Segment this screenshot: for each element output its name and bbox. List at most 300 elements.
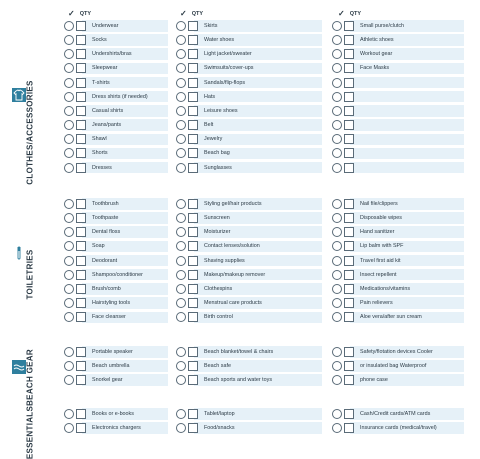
item-label: Birth control bbox=[204, 314, 233, 321]
item-label: Safety/flotation devices Cooler bbox=[360, 348, 433, 355]
check-circle[interactable] bbox=[176, 298, 186, 308]
check-circle[interactable] bbox=[332, 409, 342, 419]
check-circle[interactable] bbox=[176, 92, 186, 102]
check-circle[interactable] bbox=[332, 347, 342, 357]
qty-box[interactable] bbox=[188, 199, 198, 209]
qty-box[interactable] bbox=[76, 347, 86, 357]
check-circle[interactable] bbox=[332, 241, 342, 251]
item-label: Styling gel/hair products bbox=[204, 200, 262, 207]
item-label: Lip balm with SPF bbox=[360, 243, 404, 250]
check-circle[interactable] bbox=[176, 148, 186, 158]
checklist-row bbox=[174, 198, 322, 210]
check-circle[interactable] bbox=[64, 49, 74, 59]
check-circle[interactable] bbox=[176, 120, 186, 130]
item-label: phone case bbox=[360, 377, 388, 384]
item-label: Snorkel gear bbox=[92, 377, 123, 384]
check-circle[interactable] bbox=[64, 78, 74, 88]
check-circle[interactable] bbox=[332, 163, 342, 173]
checklist-row bbox=[62, 134, 168, 146]
check-circle[interactable] bbox=[176, 409, 186, 419]
item-label: Hand sanitizer bbox=[360, 229, 395, 236]
check-circle[interactable] bbox=[176, 63, 186, 73]
qty-box[interactable] bbox=[188, 256, 198, 266]
item-label: Contact lenses/solution bbox=[204, 243, 260, 250]
qty-box[interactable] bbox=[188, 227, 198, 237]
check-circle[interactable] bbox=[64, 120, 74, 130]
item-label: Clothespins bbox=[204, 285, 233, 292]
qty-box[interactable] bbox=[344, 106, 354, 116]
qty-box[interactable] bbox=[188, 270, 198, 280]
beach-waves-icon bbox=[12, 360, 26, 374]
qty-box[interactable] bbox=[344, 423, 354, 433]
toothbrush-icon bbox=[12, 246, 26, 260]
item-label: Beach bag bbox=[204, 150, 230, 157]
checklist-row bbox=[330, 34, 464, 46]
checklist-row bbox=[330, 148, 464, 160]
section-toiletries bbox=[0, 198, 480, 331]
qty-box[interactable] bbox=[76, 284, 86, 294]
section-side-beach bbox=[0, 346, 58, 406]
item-label: or insulated bag Waterproof bbox=[360, 362, 427, 369]
qty-box[interactable] bbox=[76, 148, 86, 158]
checklist-row bbox=[174, 162, 322, 174]
checklist-row bbox=[174, 134, 322, 146]
check-circle[interactable] bbox=[332, 312, 342, 322]
row-band bbox=[350, 77, 464, 89]
row-band bbox=[350, 162, 464, 174]
check-circle[interactable] bbox=[332, 21, 342, 31]
qty-box[interactable] bbox=[188, 35, 198, 45]
qty-box[interactable] bbox=[76, 241, 86, 251]
qty-box[interactable] bbox=[344, 375, 354, 385]
check-circle[interactable] bbox=[332, 148, 342, 158]
check-circle[interactable] bbox=[332, 227, 342, 237]
checklist-row bbox=[330, 374, 464, 386]
item-label: Socks bbox=[92, 36, 107, 43]
section-title: TOILETRIES bbox=[25, 249, 35, 300]
qty-box[interactable] bbox=[76, 92, 86, 102]
section-side-toiletries bbox=[0, 198, 58, 331]
qty-box[interactable] bbox=[76, 199, 86, 209]
row-band bbox=[350, 134, 464, 146]
check-circle[interactable] bbox=[332, 35, 342, 45]
check-circle[interactable] bbox=[176, 375, 186, 385]
qty-box[interactable] bbox=[188, 298, 198, 308]
item-label: Sleepwear bbox=[92, 65, 118, 72]
item-label: Jeans/pants bbox=[92, 122, 122, 129]
section-essentials bbox=[0, 405, 480, 459]
qty-box[interactable] bbox=[188, 241, 198, 251]
check-circle[interactable] bbox=[64, 227, 74, 237]
checklist-row bbox=[62, 119, 168, 131]
check-circle[interactable] bbox=[176, 284, 186, 294]
item-label: Menstrual care products bbox=[204, 300, 262, 307]
checklist-row bbox=[174, 360, 322, 372]
check-circle[interactable] bbox=[64, 270, 74, 280]
item-label: Shorts bbox=[92, 150, 108, 157]
qty-box[interactable] bbox=[344, 361, 354, 371]
checklist-row bbox=[330, 63, 464, 75]
checklist-row bbox=[62, 269, 168, 281]
check-circle[interactable] bbox=[64, 241, 74, 251]
checklist-row bbox=[330, 162, 464, 174]
check-circle[interactable] bbox=[332, 298, 342, 308]
check-circle[interactable] bbox=[176, 241, 186, 251]
qty-box[interactable] bbox=[344, 347, 354, 357]
checklist-row bbox=[330, 77, 464, 89]
item-label: Nail file/clippers bbox=[360, 200, 398, 207]
check-circle[interactable] bbox=[176, 227, 186, 237]
item-label: Sandals/flip-flops bbox=[204, 79, 246, 86]
check-circle[interactable] bbox=[64, 213, 74, 223]
item-label: Cash/Credit cards/ATM cards bbox=[360, 410, 431, 417]
checklist-row bbox=[330, 408, 464, 420]
checklist-row bbox=[62, 297, 168, 309]
qty-box[interactable] bbox=[188, 106, 198, 116]
check-circle[interactable] bbox=[176, 49, 186, 59]
check-icon: ✓ bbox=[338, 9, 345, 18]
item-label: Hats bbox=[204, 93, 216, 100]
qty-box[interactable] bbox=[344, 35, 354, 45]
check-circle[interactable] bbox=[176, 35, 186, 45]
checklist-row bbox=[174, 105, 322, 117]
checklist-column bbox=[330, 408, 464, 436]
qty-box[interactable] bbox=[344, 92, 354, 102]
check-circle[interactable] bbox=[64, 409, 74, 419]
checklist-column bbox=[62, 20, 168, 176]
item-label: Face cleanser bbox=[92, 314, 126, 321]
section-title: CLOTHES/ACCESSORIES bbox=[25, 80, 35, 185]
qty-box[interactable] bbox=[188, 148, 198, 158]
header-col-3: ✓ QTY bbox=[338, 9, 362, 18]
check-circle[interactable] bbox=[64, 63, 74, 73]
check-circle[interactable] bbox=[332, 375, 342, 385]
checklist-row bbox=[62, 408, 168, 420]
item-label: Skirts bbox=[204, 22, 218, 29]
section-beach bbox=[0, 346, 480, 406]
section-side-essentials bbox=[0, 405, 58, 459]
checklist-row bbox=[330, 312, 464, 324]
checklist-column bbox=[174, 408, 322, 436]
checklist-row bbox=[174, 297, 322, 309]
qty-box[interactable] bbox=[344, 213, 354, 223]
item-label: Swimsuits/cover-ups bbox=[204, 65, 254, 72]
section-title: ESSENTIALS bbox=[25, 405, 35, 459]
check-circle[interactable] bbox=[64, 361, 74, 371]
check-circle[interactable] bbox=[64, 35, 74, 45]
item-label: Light jacket/sweater bbox=[204, 51, 252, 58]
qty-box[interactable] bbox=[344, 284, 354, 294]
checklist-row bbox=[330, 297, 464, 309]
qty-box[interactable] bbox=[188, 361, 198, 371]
item-label: Insurance cards (medical/travel) bbox=[360, 424, 437, 431]
qty-box[interactable] bbox=[344, 63, 354, 73]
item-label: Workout gear bbox=[360, 51, 393, 58]
check-circle[interactable] bbox=[332, 361, 342, 371]
checklist-column bbox=[62, 198, 168, 326]
row-band bbox=[350, 105, 464, 117]
item-label: Aloe vera/after sun cream bbox=[360, 314, 422, 321]
checklist-row bbox=[62, 226, 168, 238]
checklist-row bbox=[330, 226, 464, 238]
qty-box[interactable] bbox=[76, 270, 86, 280]
qty-box[interactable] bbox=[188, 409, 198, 419]
item-label: Underwear bbox=[92, 22, 119, 29]
item-label: Soap bbox=[92, 243, 105, 250]
qty-box[interactable] bbox=[344, 78, 354, 88]
item-label: Beach safe bbox=[204, 362, 231, 369]
checklist-row bbox=[174, 312, 322, 324]
checklist-row bbox=[174, 34, 322, 46]
qty-box[interactable] bbox=[188, 423, 198, 433]
checklist-row bbox=[330, 241, 464, 253]
checklist-row bbox=[174, 63, 322, 75]
check-circle[interactable] bbox=[176, 361, 186, 371]
checklist-row bbox=[62, 148, 168, 160]
qty-box[interactable] bbox=[344, 120, 354, 130]
check-circle[interactable] bbox=[332, 423, 342, 433]
check-circle[interactable] bbox=[64, 375, 74, 385]
item-label: Tablet/laptop bbox=[204, 410, 235, 417]
qty-box[interactable] bbox=[76, 409, 86, 419]
qty-box[interactable] bbox=[76, 63, 86, 73]
item-label: Toothbrush bbox=[92, 200, 119, 207]
qty-box[interactable] bbox=[344, 134, 354, 144]
checklist-row bbox=[174, 408, 322, 420]
qty-box[interactable] bbox=[76, 213, 86, 223]
checklist-row bbox=[330, 255, 464, 267]
qty-box[interactable] bbox=[188, 120, 198, 130]
checklist-column bbox=[174, 346, 322, 389]
checklist-row bbox=[62, 212, 168, 224]
check-circle[interactable] bbox=[176, 213, 186, 223]
qty-box[interactable] bbox=[188, 375, 198, 385]
checklist-row bbox=[174, 119, 322, 131]
header-col-2: ✓ QTY bbox=[180, 9, 204, 18]
qty-box[interactable] bbox=[344, 312, 354, 322]
checklist-row bbox=[62, 312, 168, 324]
check-circle[interactable] bbox=[332, 134, 342, 144]
check-circle[interactable] bbox=[176, 423, 186, 433]
check-circle[interactable] bbox=[176, 106, 186, 116]
checklist-row bbox=[174, 212, 322, 224]
check-circle[interactable] bbox=[332, 120, 342, 130]
item-label: Casual shirts bbox=[92, 107, 124, 114]
qty-box[interactable] bbox=[344, 298, 354, 308]
qty-box[interactable] bbox=[76, 78, 86, 88]
section-side-clothes bbox=[0, 20, 58, 185]
checklist-row bbox=[330, 20, 464, 32]
qty-box[interactable] bbox=[76, 361, 86, 371]
row-band bbox=[350, 148, 464, 160]
qty-box[interactable] bbox=[76, 120, 86, 130]
check-circle[interactable] bbox=[176, 347, 186, 357]
checklist-column bbox=[330, 346, 464, 389]
check-icon: ✓ bbox=[180, 9, 187, 18]
item-label: Dental floss bbox=[92, 229, 121, 236]
checklist-row bbox=[174, 255, 322, 267]
qty-box[interactable] bbox=[76, 423, 86, 433]
checklist-column bbox=[330, 20, 464, 176]
checklist-column bbox=[174, 198, 322, 326]
item-label: Brush/comb bbox=[92, 285, 121, 292]
qty-box[interactable] bbox=[76, 312, 86, 322]
check-circle[interactable] bbox=[332, 106, 342, 116]
qty-box[interactable] bbox=[188, 312, 198, 322]
checklist-row bbox=[330, 119, 464, 131]
check-circle[interactable] bbox=[332, 199, 342, 209]
check-circle[interactable] bbox=[64, 256, 74, 266]
checklist-column bbox=[62, 346, 168, 389]
qty-box[interactable] bbox=[344, 21, 354, 31]
shirt-icon bbox=[12, 88, 26, 102]
check-circle[interactable] bbox=[332, 270, 342, 280]
checklist-row bbox=[330, 422, 464, 434]
check-circle[interactable] bbox=[64, 134, 74, 144]
qty-box[interactable] bbox=[76, 21, 86, 31]
qty-box[interactable] bbox=[188, 49, 198, 59]
qty-box[interactable] bbox=[344, 241, 354, 251]
column-headers bbox=[62, 8, 474, 18]
check-circle[interactable] bbox=[64, 199, 74, 209]
checklist-row bbox=[174, 226, 322, 238]
check-circle[interactable] bbox=[332, 284, 342, 294]
checklist-row bbox=[174, 91, 322, 103]
check-circle[interactable] bbox=[176, 312, 186, 322]
section-title: BEACH GEAR bbox=[25, 349, 35, 406]
check-circle[interactable] bbox=[332, 92, 342, 102]
row-band bbox=[350, 91, 464, 103]
qty-box[interactable] bbox=[188, 347, 198, 357]
qty-box[interactable] bbox=[188, 21, 198, 31]
checklist-row bbox=[62, 346, 168, 358]
qty-box[interactable] bbox=[188, 63, 198, 73]
checklist-row bbox=[62, 162, 168, 174]
item-label: Undershirts/bras bbox=[92, 51, 132, 58]
checklist-row bbox=[62, 422, 168, 434]
checklist-row bbox=[174, 374, 322, 386]
checklist-row bbox=[174, 241, 322, 253]
item-label: Dress shirts (if needed) bbox=[92, 93, 148, 100]
check-circle[interactable] bbox=[176, 163, 186, 173]
qty-box[interactable] bbox=[188, 284, 198, 294]
checklist-row bbox=[62, 360, 168, 372]
checklist-row bbox=[62, 241, 168, 253]
check-circle[interactable] bbox=[332, 63, 342, 73]
qty-box[interactable] bbox=[76, 256, 86, 266]
qty-box[interactable] bbox=[76, 163, 86, 173]
check-circle[interactable] bbox=[64, 163, 74, 173]
qty-box[interactable] bbox=[344, 148, 354, 158]
check-circle[interactable] bbox=[64, 312, 74, 322]
checklist-row bbox=[330, 212, 464, 224]
check-circle[interactable] bbox=[332, 49, 342, 59]
checklist-row bbox=[62, 283, 168, 295]
check-circle[interactable] bbox=[64, 423, 74, 433]
item-label: Sunscreen bbox=[204, 214, 230, 221]
qty-box[interactable] bbox=[76, 227, 86, 237]
checklist-row bbox=[174, 269, 322, 281]
qty-box[interactable] bbox=[344, 49, 354, 59]
qty-box[interactable] bbox=[188, 92, 198, 102]
checklist-column bbox=[62, 408, 168, 436]
item-label: Leisure shoes bbox=[204, 107, 238, 114]
check-circle[interactable] bbox=[176, 256, 186, 266]
item-label: Water shoes bbox=[204, 36, 235, 43]
item-label: Makeup/makeup remover bbox=[204, 271, 266, 278]
qty-box[interactable] bbox=[76, 49, 86, 59]
item-label: Deodorant bbox=[92, 257, 118, 264]
checklist-row bbox=[174, 422, 322, 434]
item-label: Shaving supplies bbox=[204, 257, 245, 264]
qty-box[interactable] bbox=[344, 270, 354, 280]
qty-box[interactable] bbox=[76, 375, 86, 385]
checklist-row bbox=[174, 148, 322, 160]
check-circle[interactable] bbox=[332, 256, 342, 266]
check-circle[interactable] bbox=[64, 148, 74, 158]
checklist-row bbox=[330, 198, 464, 210]
check-circle[interactable] bbox=[176, 199, 186, 209]
qty-box[interactable] bbox=[344, 256, 354, 266]
check-circle[interactable] bbox=[64, 92, 74, 102]
item-label: Pain relievers bbox=[360, 300, 393, 307]
check-circle[interactable] bbox=[176, 270, 186, 280]
check-circle[interactable] bbox=[332, 78, 342, 88]
checklist-row bbox=[330, 360, 464, 372]
qty-box[interactable] bbox=[344, 199, 354, 209]
checklist-row bbox=[62, 48, 168, 60]
item-label: Shampoo/conditioner bbox=[92, 271, 143, 278]
item-label: Disposable wipes bbox=[360, 214, 402, 221]
checklist-row bbox=[330, 269, 464, 281]
qty-box[interactable] bbox=[188, 78, 198, 88]
check-circle[interactable] bbox=[176, 21, 186, 31]
qty-box[interactable] bbox=[188, 213, 198, 223]
check-circle[interactable] bbox=[64, 347, 74, 357]
item-label: Sunglasses bbox=[204, 164, 232, 171]
checklist-row bbox=[330, 346, 464, 358]
check-circle[interactable] bbox=[332, 213, 342, 223]
checklist-row bbox=[174, 346, 322, 358]
qty-box[interactable] bbox=[76, 106, 86, 116]
check-circle[interactable] bbox=[64, 298, 74, 308]
checklist-row bbox=[62, 198, 168, 210]
checklist-row bbox=[330, 48, 464, 60]
checklist-column bbox=[330, 198, 464, 326]
checklist-row bbox=[62, 20, 168, 32]
item-label: Beach blanket/towel & chairs bbox=[204, 348, 274, 355]
check-circle[interactable] bbox=[64, 21, 74, 31]
header-col-1: ✓ QTY bbox=[68, 9, 92, 18]
qty-box[interactable] bbox=[344, 163, 354, 173]
check-circle[interactable] bbox=[176, 134, 186, 144]
item-label: Athletic shoes bbox=[360, 36, 394, 43]
check-circle[interactable] bbox=[176, 78, 186, 88]
qty-box[interactable] bbox=[344, 227, 354, 237]
check-circle[interactable] bbox=[64, 106, 74, 116]
checklist-row bbox=[62, 255, 168, 267]
qty-box[interactable] bbox=[76, 134, 86, 144]
check-circle[interactable] bbox=[64, 284, 74, 294]
item-label: Medications/vitamins bbox=[360, 285, 411, 292]
item-label: Jewelry bbox=[204, 136, 223, 143]
qty-box[interactable] bbox=[188, 134, 198, 144]
qty-box[interactable] bbox=[76, 298, 86, 308]
qty-box[interactable] bbox=[76, 35, 86, 45]
qty-box[interactable] bbox=[344, 409, 354, 419]
row-band bbox=[350, 119, 464, 131]
qty-box[interactable] bbox=[188, 163, 198, 173]
